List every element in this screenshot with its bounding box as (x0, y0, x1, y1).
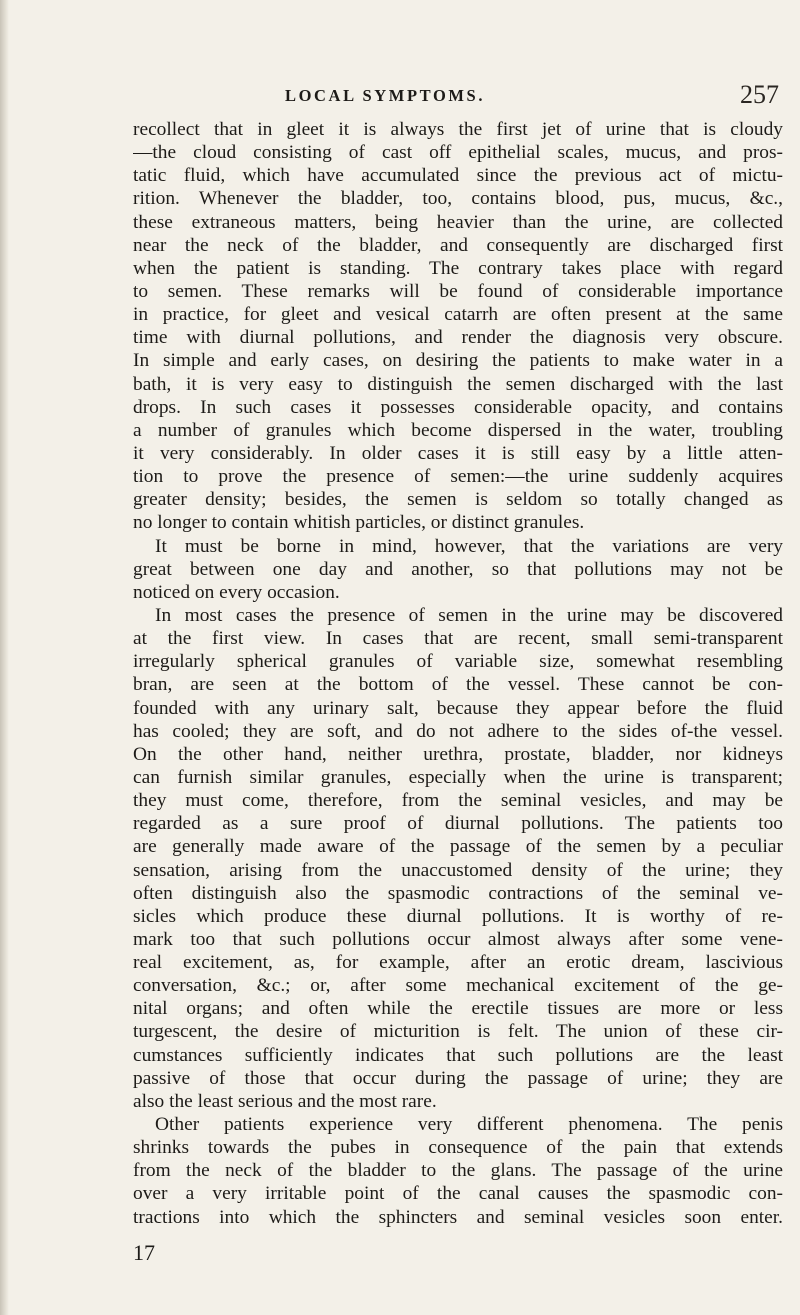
text-line: a number of granules which become dispersed in the water, troubling (133, 419, 783, 441)
text-line: cumstances sufficiently indicates that such pollutions are the least (133, 1044, 783, 1066)
text-line: shrinks towards the pubes in consequence of the pain that extends (133, 1137, 783, 1159)
text-line: irregularly spherical granules of variable size, somewhat resembling (133, 651, 783, 673)
page-header (253, 80, 779, 112)
text-line: On the other hand, neither urethra, prostate, bladder, nor kidneys (133, 743, 783, 765)
text-line: bath, it is very easy to distinguish the semen discharged with the last (133, 373, 783, 395)
text-line: no longer to contain whitish particles, or distinct granules. (133, 512, 585, 534)
page-edge-shadow (0, 0, 9, 1315)
text-line: turgescent, the desire of micturition is felt. The union of these cir- (133, 1021, 783, 1043)
page-number: 257 (740, 80, 779, 109)
text-line: are generally made aware of the passage of the semen by a peculiar (133, 836, 783, 858)
text-line: greater density; besides, the semen is seldom so totally changed as (133, 489, 783, 511)
text-line: bran, are seen at the bottom of the vessel. These cannot be con- (133, 674, 783, 696)
running-head: LOCAL SYMPTOMS. (285, 86, 486, 105)
text-line: In simple and early cases, on desiring the patients to make water in a (133, 350, 783, 372)
body-text (133, 118, 783, 1229)
text-line: drops. In such cases it possesses considerable opacity, and contains (133, 396, 783, 418)
text-line: —the cloud consisting of cast off epithelial scales, mucus, and pros- (133, 142, 783, 164)
text-line: passive of those that occur during the passage of urine; they are (133, 1067, 783, 1089)
text-line: these extraneous matters, being heavier than the urine, are collected (133, 211, 783, 233)
text-line: when the patient is standing. The contrary takes place with regard (133, 257, 783, 279)
text-line: noticed on every occasion. (133, 581, 340, 603)
text-line: great between one day and another, so that pollutions may not be (133, 558, 783, 580)
text-line: sicles which produce these diurnal pollutions. It is worthy of re- (133, 905, 783, 927)
text-line: Other patients experience very different phenomena. The penis (155, 1114, 783, 1136)
text-line: in practice, for gleet and vesical catarrh are often present at the same (133, 304, 783, 326)
text-line: founded with any urinary salt, because they appear before the fluid (133, 697, 783, 719)
text-line: regarded as a sure proof of diurnal pollutions. The patients too (133, 813, 783, 835)
text-line: nital organs; and often while the erectile tissues are more or less (133, 998, 783, 1020)
text-line: can furnish similar granules, especially when the urine is transparent; (133, 766, 783, 788)
text-line: time with diurnal pollutions, and render the diagnosis very obscure. (133, 327, 783, 349)
text-line: at the first view. In cases that are recent, small semi-transparent (133, 628, 783, 650)
text-line: tatic fluid, which have accumulated since the previous act of mictu- (133, 165, 783, 187)
text-line: sensation, arising from the unaccustomed density of the urine; they (133, 859, 783, 881)
text-line: has cooled; they are soft, and do not adhere to the sides of-the vessel. (133, 720, 783, 742)
text-line: In most cases the presence of semen in the urine may be discovered (155, 604, 783, 626)
text-line: recollect that in gleet it is always the first jet of urine that is cloudy (133, 119, 783, 140)
text-line: to semen. These remarks will be found of considerable importance (133, 280, 783, 302)
text-line: tractions into which the sphincters and seminal vesicles soon enter. (133, 1206, 783, 1228)
text-line: mark too that such pollutions occur almost always after some vene- (133, 928, 783, 950)
text-line: over a very irritable point of the canal causes the spasmodic con- (133, 1183, 783, 1205)
text-line: real excitement, as, for example, after an erotic dream, lascivious (133, 952, 783, 974)
text-line: also the least serious and the most rare. (133, 1090, 437, 1112)
text-line: it very considerably. In older cases it is still easy by a little atten- (133, 442, 783, 464)
text-line: tion to prove the presence of semen:—the urine suddenly acquires (133, 466, 783, 488)
text-line: conversation, &c.; or, after some mechanical excitement of the ge- (133, 975, 783, 997)
text-line: from the neck of the bladder to the glans. The passage of the urine (133, 1160, 783, 1182)
text-line: they must come, therefore, from the seminal vesicles, and may be (133, 790, 783, 812)
text-line: often distinguish also the spasmodic contractions of the seminal ve- (133, 882, 783, 904)
text-line: It must be borne in mind, however, that the variations are very (155, 535, 783, 557)
text-line: near the neck of the bladder, and consequently are discharged first (133, 234, 783, 256)
text-line: rition. Whenever the bladder, too, contains blood, pus, mucus, &c., (133, 188, 783, 210)
signature-mark: 17 (133, 1240, 155, 1265)
